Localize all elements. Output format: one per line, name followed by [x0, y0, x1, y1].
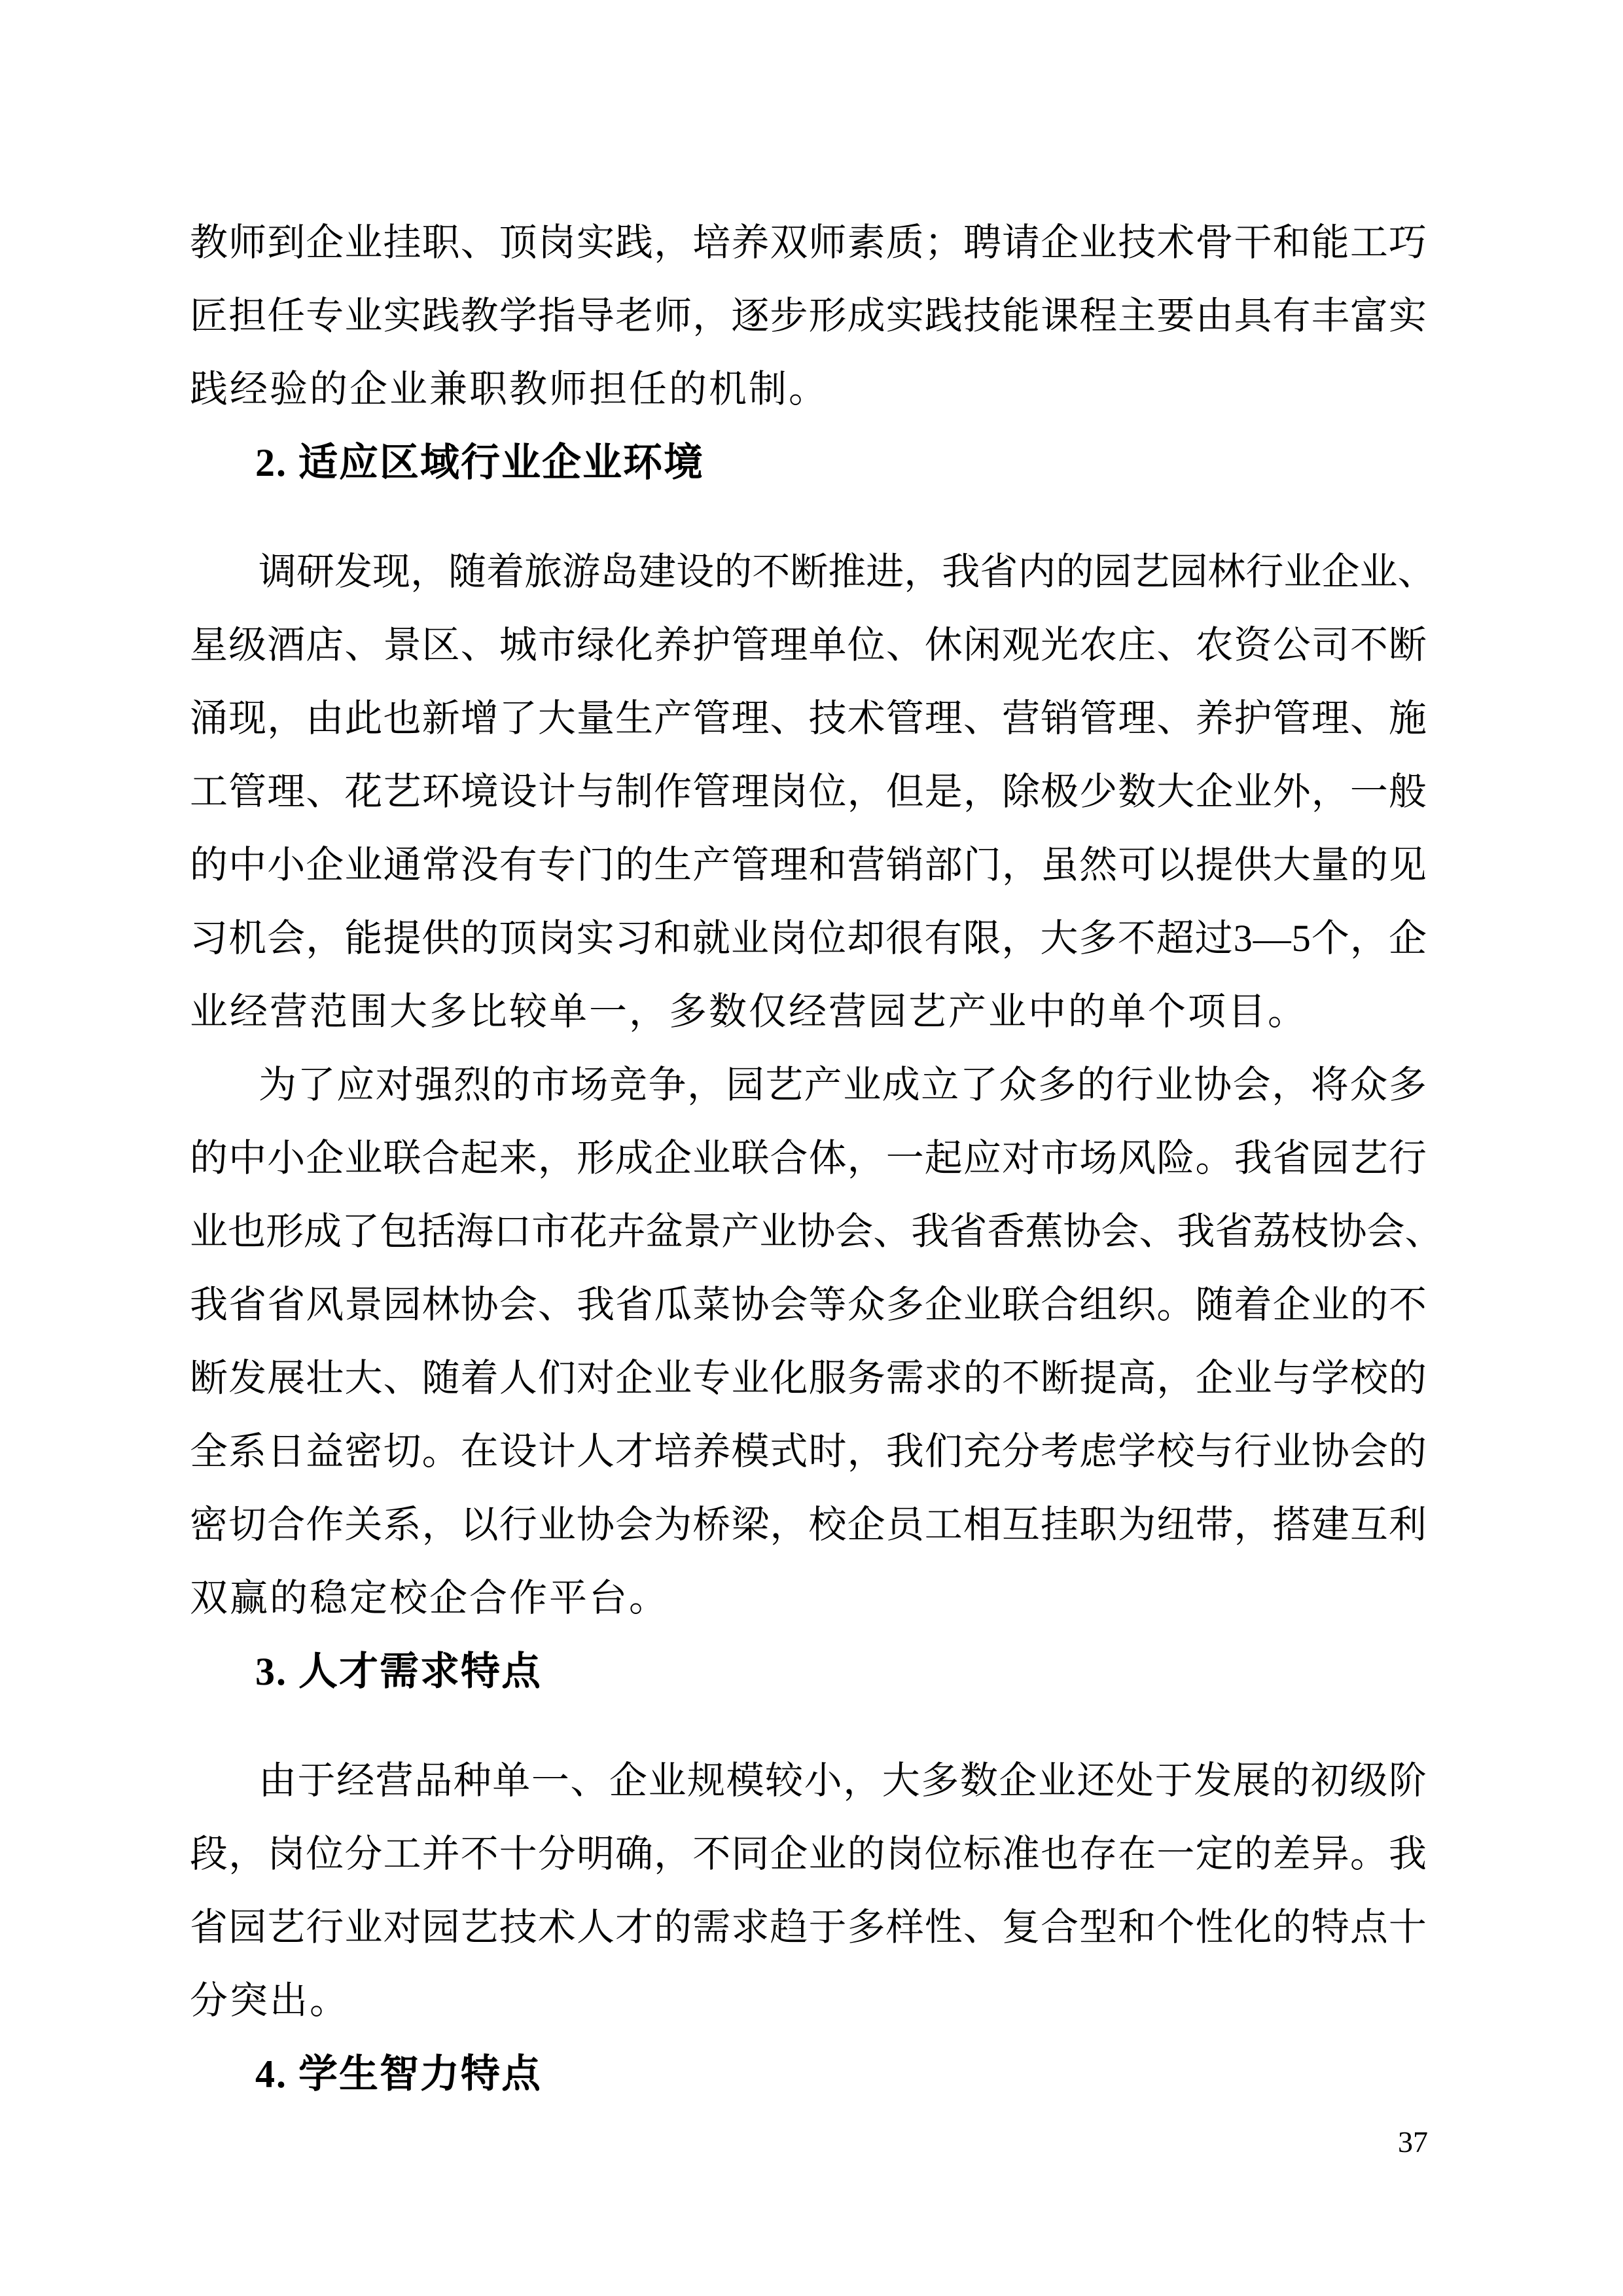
text-line: 分突出。 — [190, 1979, 350, 2022]
text-line: 涌 现 ， 由 此 也 新 增 了 大 量 生 产 管 理 、 技 术 管 理 、 营 销 管 理 、 养 护 管 理 、 施 — [190, 697, 1427, 740]
section-heading-2: 2. 适应区域行业企业环境 — [255, 441, 704, 484]
text-line: 省 园 艺 行 业 对 园 艺 技 术 人 才 的 需 求 趋 于 多 样 性 、 复 合 型 和 个 性 化 的 特 点 十 — [190, 1906, 1427, 1948]
paragraph — [190, 206, 1427, 426]
text-line: 习 机 会 ， 能 提 供 的 顶 岗 实 习 和 就 业 岗 位 却 很 有 限 ， 大 多 不 超 过 3 — 5 个 ， 企 — [190, 917, 1427, 960]
section-heading-4: 4. 学生智力特点 — [255, 2053, 542, 2096]
text-line: 教 师 到 企 业 挂 职 、 顶 岗 实 践 ， 培 养 双 师 素 质 ； 聘 请 企 业 技 术 骨 干 和 能 工 巧 — [190, 221, 1427, 264]
text-line: 的 中 小 企 业 联 合 起 来 ， 形 成 企 业 联 合 体 ， 一 起 应 对 市 场 风 险 。 我 省 园 艺 行 — [190, 1137, 1427, 1179]
text-line: 业经营范围大多比较单一，多数仅经营园艺产业中的单个项目。 — [190, 990, 1308, 1033]
text-line: 星 级 酒 店 、 景 区 、 城 市 绿 化 养 护 管 理 单 位 、 休 闲 观 光 农 庄 、 农 资 公 司 不 断 — [190, 624, 1427, 666]
text-line: 全 系 日 益 密 切 。 在 设 计 人 才 培 养 模 式 时 ， 我 们 充 分 考 虑 学 校 与 行 业 协 会 的 — [190, 1430, 1427, 1473]
text-line: 业 也 形 成 了 包 括 海 口 市 花 卉 盆 景 产 业 协 会 、 我 省 香 蕉 协 会 、 我 省 荔 枝 协 会 、 — [190, 1210, 1443, 1253]
text-line: 践经验的企业兼职教师担任的机制。 — [190, 368, 829, 410]
text-body — [190, 206, 1443, 2147]
text-line: 调 研 发 现 ， 随 着 旅 游 岛 建 设 的 不 断 推 进 ， 我 省 内 的 园 艺 园 林 行 业 企 业 、 — [259, 550, 1436, 593]
page-number: 37 — [1398, 2125, 1428, 2159]
text-line: 双赢的稳定校企合作平台。 — [190, 1577, 669, 1619]
paragraph — [190, 535, 1436, 1049]
text-line: 匠 担 任 专 业 实 践 教 学 指 导 老 师 ， 逐 步 形 成 实 践 技 能 课 程 主 要 由 具 有 丰 富 实 — [190, 295, 1427, 337]
text-line: 我 省 省 风 景 园 林 协 会 、 我 省 瓜 菜 协 会 等 众 多 企 业 联 合 组 织 。 随 着 企 业 的 不 — [190, 1283, 1427, 1326]
section-heading-3: 3. 人才需求特点 — [255, 1650, 542, 1693]
text-line: 密 切 合 作 关 系 ， 以 行 业 协 会 为 桥 梁 ， 校 企 员 工 相 互 挂 职 为 纽 带 ， 搭 建 互 利 — [190, 1503, 1427, 1546]
text-line: 为 了 应 对 强 烈 的 市 场 竞 争 ， 园 艺 产 业 成 立 了 众 多 的 行 业 协 会 ， 将 众 多 — [259, 1064, 1427, 1106]
paragraph — [190, 1049, 1443, 1635]
text-line: 工 管 理 、 花 艺 环 境 设 计 与 制 作 管 理 岗 位 ， 但 是 ， 除 极 少 数 大 企 业 外 ， 一 般 — [190, 770, 1427, 813]
text-line: 由 于 经 营 品 种 单 一 、 企 业 规 模 较 小 ， 大 多 数 企 业 还 处 于 发 展 的 初 级 阶 — [259, 1759, 1427, 1802]
text-line: 段 ， 岗 位 分 工 并 不 十 分 明 确 ， 不 同 企 业 的 岗 位 标 准 也 存 在 一 定 的 差 异 。 我 — [190, 1833, 1427, 1875]
paragraph — [190, 1744, 1427, 2037]
text-line: 断 发 展 壮 大 、 随 着 人 们 对 企 业 专 业 化 服 务 需 求 的 不 断 提 高 ， 企 业 与 学 校 的 — [190, 1357, 1427, 1399]
text-line: 的 中 小 企 业 通 常 没 有 专 门 的 生 产 管 理 和 营 销 部 门 ， 虽 然 可 以 提 供 大 量 的 见 — [190, 844, 1427, 886]
